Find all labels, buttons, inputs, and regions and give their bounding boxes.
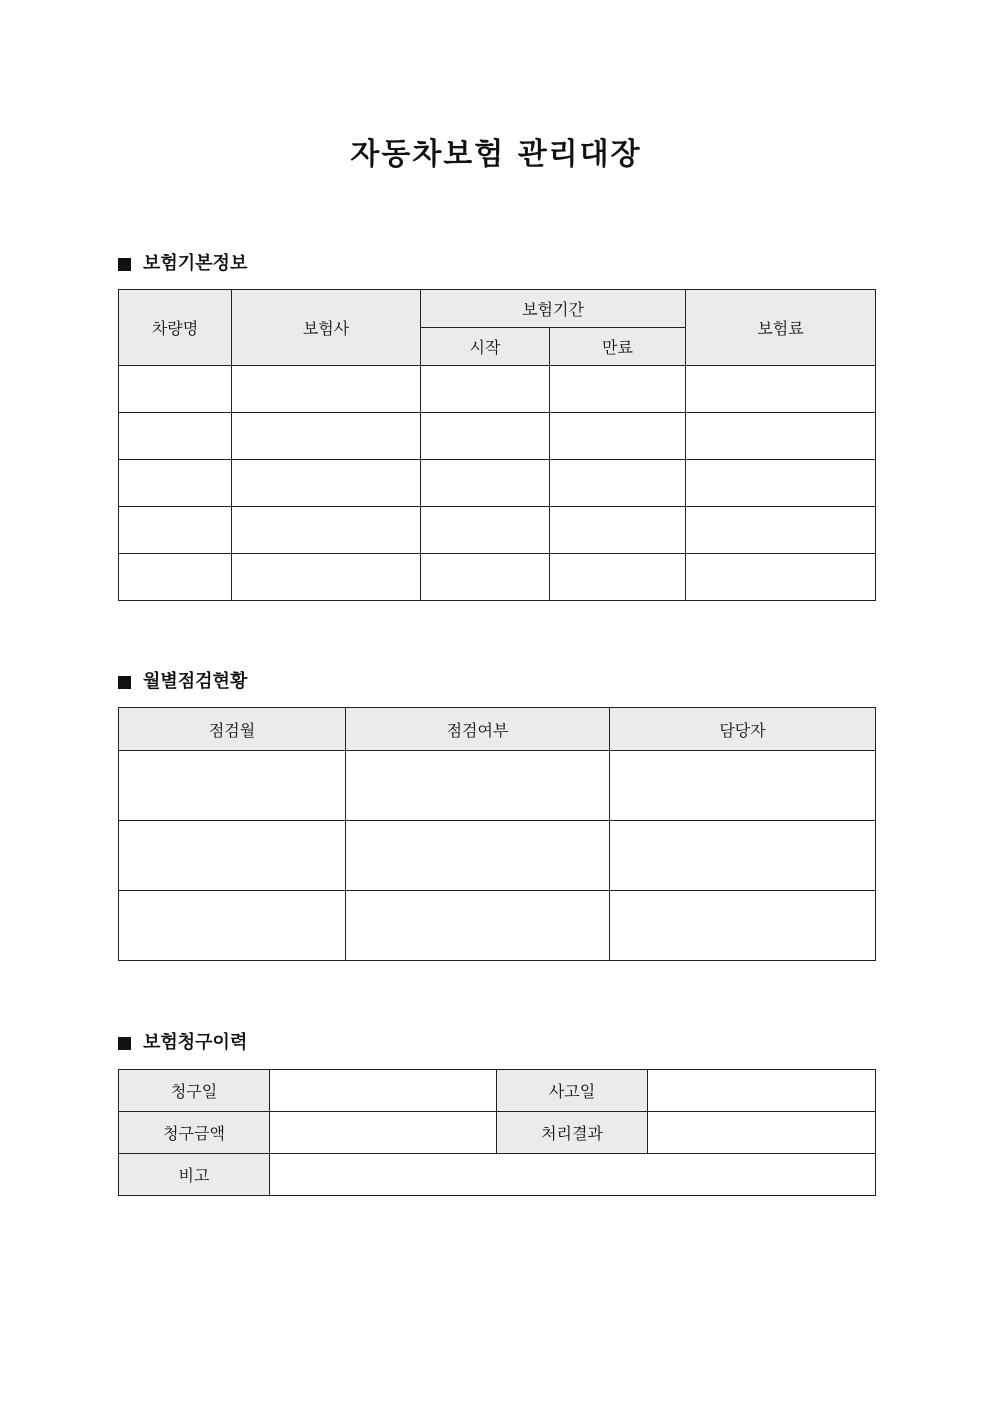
cell-end[interactable] <box>550 460 686 507</box>
cell-end[interactable] <box>550 507 686 554</box>
cell-vehicle[interactable] <box>119 460 232 507</box>
header-check-month: 점검월 <box>119 708 346 751</box>
header-premium: 보험료 <box>686 290 876 366</box>
table-row <box>119 1112 876 1154</box>
value-claim-amount[interactable] <box>270 1112 497 1154</box>
cell-check-month[interactable] <box>119 751 346 821</box>
table-row <box>119 460 876 507</box>
cell-manager[interactable] <box>610 751 876 821</box>
page-title: 자동차보험 관리대장 <box>350 137 642 172</box>
cell-vehicle[interactable] <box>119 507 232 554</box>
claim-history-table <box>118 1069 876 1196</box>
cell-premium[interactable] <box>686 507 876 554</box>
cell-vehicle[interactable] <box>119 413 232 460</box>
cell-check-status[interactable] <box>346 891 610 961</box>
value-result[interactable] <box>648 1112 876 1154</box>
cell-premium[interactable] <box>686 413 876 460</box>
header-vehicle: 차량명 <box>119 290 232 366</box>
table-row <box>119 413 876 460</box>
label-accident-date: 사고일 <box>497 1070 648 1112</box>
square-bullet-icon <box>118 258 131 271</box>
cell-start[interactable] <box>421 507 550 554</box>
label-claim-date: 청구일 <box>119 1070 270 1112</box>
basic-info-table <box>118 289 876 601</box>
cell-insurer[interactable] <box>232 460 421 507</box>
square-bullet-icon <box>118 676 131 689</box>
cell-insurer[interactable] <box>232 366 421 413</box>
header-period: 보험기간 <box>421 290 686 328</box>
table-row <box>119 1070 876 1112</box>
cell-start[interactable] <box>421 554 550 601</box>
section-heading-claim-history <box>118 1030 247 1056</box>
header-insurer: 보험사 <box>232 290 421 366</box>
label-result: 처리결과 <box>497 1112 648 1154</box>
section-heading-basic-info <box>118 251 247 277</box>
table-row <box>119 366 876 413</box>
cell-insurer[interactable] <box>232 554 421 601</box>
header-start: 시작 <box>421 328 550 366</box>
header-manager: 담당자 <box>610 708 876 751</box>
cell-end[interactable] <box>550 554 686 601</box>
cell-start[interactable] <box>421 366 550 413</box>
value-remarks[interactable] <box>270 1154 876 1196</box>
square-bullet-icon <box>118 1037 131 1050</box>
label-claim-amount: 청구금액 <box>119 1112 270 1154</box>
label-remarks: 비고 <box>119 1154 270 1196</box>
cell-start[interactable] <box>421 413 550 460</box>
value-claim-date[interactable] <box>270 1070 497 1112</box>
cell-end[interactable] <box>550 413 686 460</box>
cell-start[interactable] <box>421 460 550 507</box>
table-row <box>119 507 876 554</box>
cell-check-status[interactable] <box>346 821 610 891</box>
table-row <box>119 891 876 961</box>
table-row <box>119 821 876 891</box>
table-row <box>119 751 876 821</box>
table-row <box>119 1154 876 1196</box>
section-heading-label: 보험청구이력 <box>143 1032 248 1053</box>
cell-premium[interactable] <box>686 460 876 507</box>
cell-end[interactable] <box>550 366 686 413</box>
value-accident-date[interactable] <box>648 1070 876 1112</box>
cell-insurer[interactable] <box>232 413 421 460</box>
monthly-check-table <box>118 707 876 961</box>
cell-check-month[interactable] <box>119 821 346 891</box>
cell-premium[interactable] <box>686 554 876 601</box>
cell-manager[interactable] <box>610 891 876 961</box>
header-check-status: 점검여부 <box>346 708 610 751</box>
cell-premium[interactable] <box>686 366 876 413</box>
section-heading-label: 보험기본정보 <box>143 253 248 274</box>
cell-check-status[interactable] <box>346 751 610 821</box>
section-heading-label: 월별점검현황 <box>143 671 248 692</box>
cell-manager[interactable] <box>610 821 876 891</box>
cell-check-month[interactable] <box>119 891 346 961</box>
cell-insurer[interactable] <box>232 507 421 554</box>
table-row <box>119 554 876 601</box>
section-heading-monthly-check <box>118 669 247 695</box>
cell-vehicle[interactable] <box>119 366 232 413</box>
cell-vehicle[interactable] <box>119 554 232 601</box>
header-end: 만료 <box>550 328 686 366</box>
